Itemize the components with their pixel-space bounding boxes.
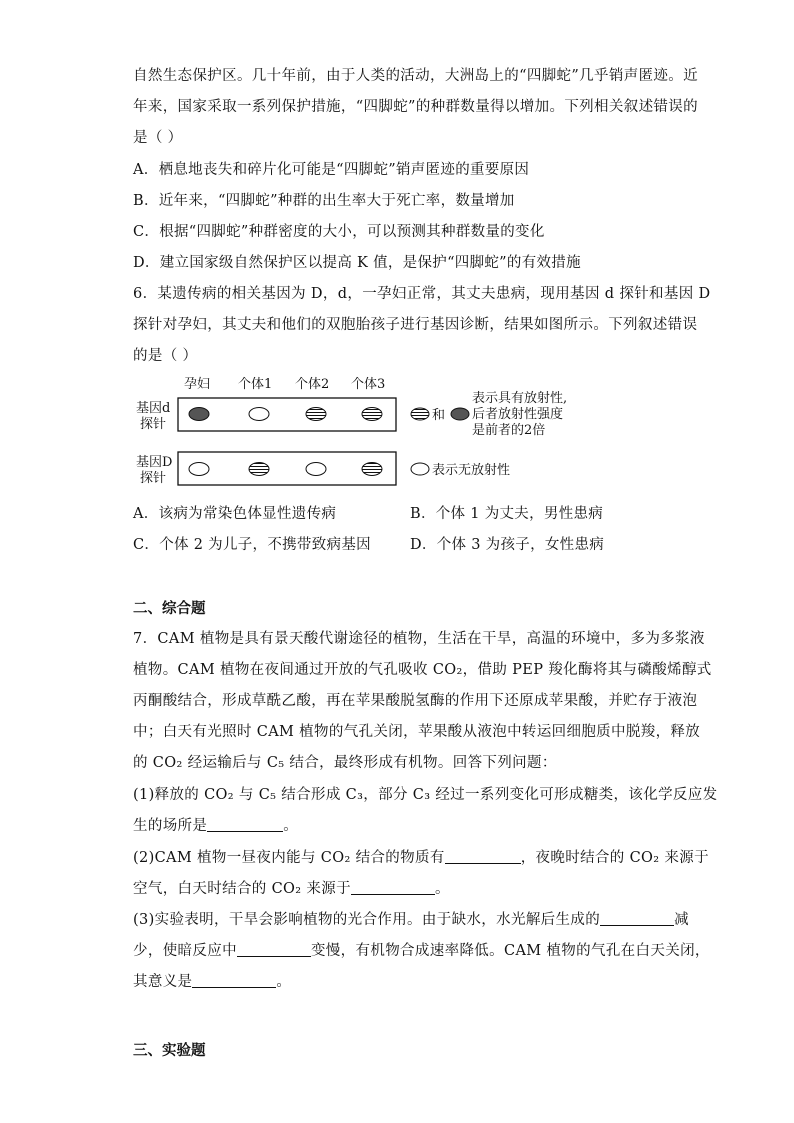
- q7-sub2-text-1: (2)CAM 植物一昼夜内能与 CO₂ 结合的物质有: [133, 850, 445, 866]
- period-2: 。: [434, 881, 450, 897]
- q6-option-c: C．个体 2 为儿子，不携带致病基因: [133, 537, 371, 553]
- D-probe-marks: [189, 463, 382, 476]
- legend-dark-mark: [451, 408, 469, 420]
- section-2-title: 二、综合题: [133, 601, 206, 617]
- d-probe-marks: [189, 408, 382, 421]
- legend-non-radioactive: 表示无放射性: [432, 463, 511, 478]
- row-label-d-probe-2: 探针: [140, 417, 167, 432]
- d-probe-mark-4: [362, 408, 382, 421]
- answer-blank-4[interactable]: [600, 911, 674, 926]
- q7-sub2-text-2: ，夜晚时结合的 CO₂ 来源于: [520, 850, 709, 866]
- q7-sub3-text-3: 少，使暗反应中: [133, 943, 237, 959]
- D-probe-mark-1: [189, 463, 209, 476]
- q7-sub3-line-1: [133, 910, 689, 930]
- q7-sub2-line-2: [133, 879, 663, 899]
- q6-option-a: A．该病为常染色体显性遗传病: [133, 506, 337, 522]
- d-probe-mark-3: [306, 408, 326, 421]
- answer-blank-2[interactable]: [445, 849, 521, 864]
- q7-sub1-text: 生的场所是: [133, 818, 208, 834]
- legend-radioactive-line-2: 后者放射性强度: [472, 407, 564, 422]
- q7-sub3-text-2: 减: [674, 912, 689, 928]
- d-probe-mark-2: [249, 408, 269, 421]
- legend-striped-mark: [411, 408, 429, 420]
- q6-stem-line-3: 的是（ ）: [133, 348, 198, 364]
- D-probe-mark-3: [306, 463, 326, 476]
- q6-option-b: B．个体 1 为丈夫，男性患病: [410, 506, 604, 522]
- section-3-title: 三、实验题: [133, 1043, 206, 1059]
- q5-stem-line-1: 自然生态保护区。几十年前，由于人类的活动，大洲岛上的“四脚蛇”几乎销声匿迹。近: [133, 68, 698, 84]
- q5-stem-line-3: 是（ ）: [133, 130, 183, 146]
- d-probe-mark-1: [189, 408, 209, 421]
- gene-probe-diagram: [130, 372, 600, 494]
- legend-radioactive-line-1: 表示具有放射性,: [472, 391, 568, 406]
- q7-para-line-5: 的 CO₂ 经运输后与 C₅ 结合，最终形成有机物。回答下列问题：: [133, 755, 557, 771]
- row-label-D-probe-1: 基因D: [136, 455, 173, 470]
- q6-option-d: D．个体 3 为孩子，女性患病: [410, 537, 605, 553]
- q5-option-d: D．建立国家级自然保护区以提高 K 值，是保护“四脚蛇”的有效措施: [133, 255, 581, 271]
- q7-para-line-2: 植物。CAM 植物在夜间通过开放的气孔吸收 CO₂，借助 PEP 羧化酶将其与磷酸烯醇式: [133, 662, 712, 678]
- legend-and: 和: [432, 408, 446, 423]
- row-label-d-probe-1: 基因d: [136, 401, 171, 416]
- column-label-pregnant: 孕妇: [184, 377, 211, 392]
- row-label-D-probe-2: 探针: [140, 471, 167, 486]
- q7-para-line-1: 7．CAM 植物是具有景天酸代谢途径的植物，生活在干旱，高温的环境中，多为多浆液: [133, 631, 705, 647]
- q5-stem-line-2: 年来，国家采取一系列保护措施，“四脚蛇”的种群数量得以增加。下列相关叙述错误的: [133, 99, 698, 115]
- q5-option-b: B．近年来，“四脚蛇”种群的出生率大于死亡率，数量增加: [133, 193, 515, 209]
- answer-blank-1[interactable]: [207, 817, 283, 832]
- q7-para-line-3: 丙酮酸结合，形成草酰乙酸，再在苹果酸脱氢酶的作用下还原成苹果酸，并贮存于液泡: [133, 693, 698, 709]
- q6-stem-line-1: 6．某遗传病的相关基因为 D，d，一孕妇正常，其丈夫患病，现用基因 d 探针和基因 D: [133, 286, 711, 302]
- q7-sub1-line-2: [133, 816, 663, 836]
- D-probe-mark-4: [362, 463, 382, 476]
- q5-option-c: C．根据“四脚蛇”种群密度的大小，可以预测其种群数量的变化: [133, 224, 545, 240]
- column-label-individual-2: 个体2: [295, 377, 330, 392]
- period-1: 。: [283, 818, 299, 834]
- q7-sub2-line-1: [133, 848, 709, 868]
- q7-sub3-text-4: 变慢，有机物合成速率降低。CAM 植物的气孔在白天关闭，: [310, 943, 710, 959]
- q7-sub3-text-1: (3)实验表明，干旱会影响植物的光合作用。由于缺水，水光解后生成的: [133, 912, 601, 928]
- D-probe-mark-2: [249, 463, 269, 476]
- answer-blank-5[interactable]: [237, 942, 311, 957]
- column-label-individual-3: 个体3: [351, 377, 386, 392]
- q5-option-a: A．栖息地丧失和碎片化可能是“四脚蛇”销声匿迹的重要原因: [133, 162, 530, 178]
- column-label-individual-1: 个体1: [238, 377, 273, 392]
- legend-radioactive-line-3: 是前者的2倍: [472, 423, 546, 438]
- q7-sub3-text-5: 其意义是: [133, 974, 193, 990]
- answer-blank-6[interactable]: [192, 973, 276, 988]
- q6-stem-line-2: 探针对孕妇，其丈夫和他们的双胞胎孩子进行基因诊断，结果如图所示。下列叙述错误: [133, 317, 698, 333]
- q7-sub1-line-1: (1)释放的 CO₂ 与 C₅ 结合形成 C₃，部分 C₃ 经过一系列变化可形成糖类，该化学反应发: [133, 787, 718, 803]
- q7-sub3-line-3: [133, 972, 663, 992]
- legend-empty-mark: [411, 463, 429, 475]
- answer-blank-3[interactable]: [351, 880, 435, 895]
- q7-para-line-4: 中；白天有光照时 CAM 植物的气孔关闭，苹果酸从液泡中转运回细胞质中脱羧，释放: [133, 724, 701, 740]
- period-3: 。: [276, 974, 292, 990]
- q7-sub2-text-3: 空气，白天时结合的 CO₂ 来源于: [133, 881, 351, 897]
- q7-sub3-line-2: [133, 941, 710, 961]
